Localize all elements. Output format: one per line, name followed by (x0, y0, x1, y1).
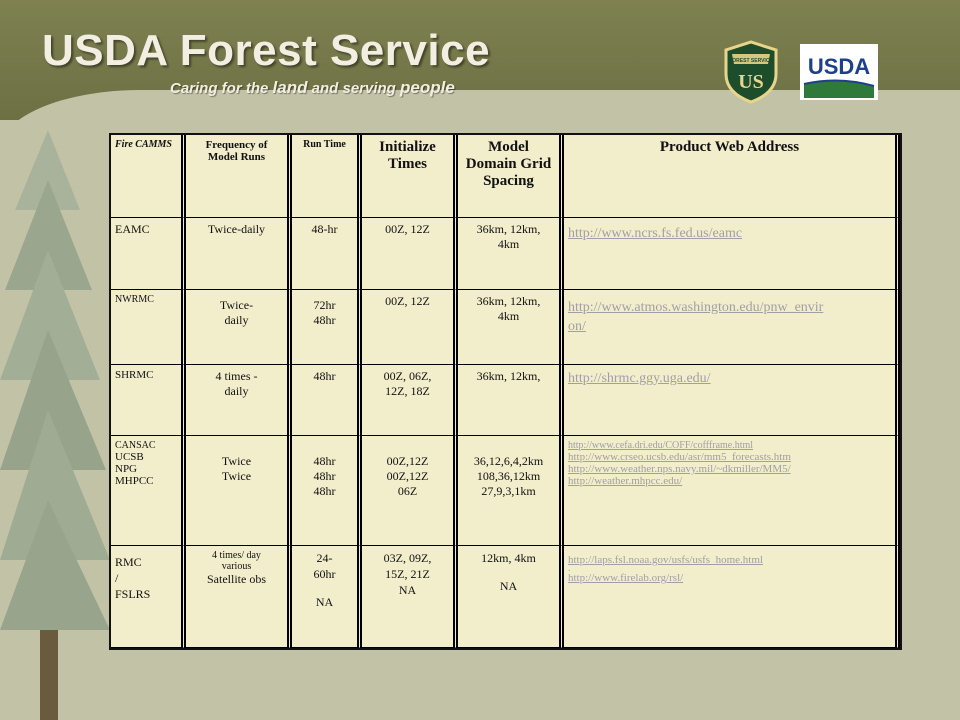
row-links (564, 365, 900, 436)
brand-tagline: Caring for the land and serving people (170, 78, 455, 97)
row-frequency: Twice-daily (186, 218, 292, 290)
row-init-times: 00Z, 06Z, 12Z, 18Z (362, 365, 458, 436)
row-run-time: 48-hr (292, 218, 362, 290)
row-name: RMC / FSLRS (111, 546, 186, 648)
link-shrmc[interactable]: http://shrmc.ggy.uga.edu/ (568, 371, 711, 386)
row-grid-spacing: 36,12,6,4,2km 108,36,12km 27,9,3,1km (458, 436, 564, 546)
table-row (111, 218, 900, 290)
link-cansac[interactable]: http://www.cefa.dri.edu/COFF/coffframe.html (568, 440, 754, 451)
row-name: CANSAC UCSB NPG MHPCC (111, 436, 186, 546)
col-header-web-address: Product Web Address (564, 135, 900, 218)
row-name: SHRMC (111, 365, 186, 436)
svg-text:US: US (738, 71, 764, 93)
cammS-table (109, 133, 902, 650)
row-grid-spacing: 36km, 12km, (458, 365, 564, 436)
brand-title: USDA Forest Service (42, 26, 491, 75)
table-row (111, 290, 900, 365)
svg-text:FOREST SERVICE: FOREST SERVICE (729, 58, 773, 64)
row-init-times: 00Z,12Z 00Z,12Z 06Z (362, 436, 458, 546)
row-frequency: 4 times/ day various Satellite obs (186, 546, 292, 648)
row-run-time: 72hr 48hr (292, 290, 362, 365)
row-init-times: 03Z, 09Z, 15Z, 21Z NA (362, 546, 458, 648)
forest-service-shield-logo (722, 40, 780, 104)
row-links (564, 290, 900, 365)
col-header-fire-camms: Fire CAMMS (111, 135, 186, 218)
pine-tree-illustration (0, 130, 110, 720)
link-ucsb[interactable]: http://www.crseo.ucsb.edu/asr/mm5_forecasts.htm (568, 451, 791, 463)
row-run-time: 24- 60hr NA (292, 546, 362, 648)
row-grid-spacing: 12km, 4km NA (458, 546, 564, 648)
row-links (564, 436, 900, 546)
col-header-run-time: Run Time (292, 135, 362, 218)
row-grid-spacing: 36km, 12km, 4km (458, 290, 564, 365)
svg-text:USDA: USDA (807, 54, 871, 79)
row-run-time: 48hr (292, 365, 362, 436)
link-eamc[interactable]: http://www.ncrs.fs.fed.us/eamc (568, 226, 743, 241)
row-frequency: Twice Twice (186, 436, 292, 546)
usda-logo (800, 44, 878, 100)
row-name: EAMC (111, 218, 186, 290)
row-grid-spacing: 36km, 12km, 4km (458, 218, 564, 290)
row-name: NWRMC (111, 290, 186, 365)
row-init-times: 00Z, 12Z (362, 218, 458, 290)
col-header-grid-spacing: Model Domain Grid Spacing (458, 135, 564, 218)
row-init-times: 00Z, 12Z (362, 290, 458, 365)
row-run-time: 48hr 48hr 48hr (292, 436, 362, 546)
header-row (111, 135, 900, 218)
row-links (564, 546, 900, 648)
link-laps[interactable]: http://laps.fsl.noaa.gov/usfs/usfs_home.html (568, 554, 763, 566)
fire-camms-table (111, 135, 900, 648)
row-links (564, 218, 900, 290)
table-row (111, 546, 900, 648)
table-row (111, 436, 900, 546)
col-header-frequency: Frequency of Model Runs (186, 135, 292, 218)
link-mhpcc[interactable]: http://weather.mhpcc.edu/ (568, 475, 683, 487)
row-frequency: Twice- daily (186, 290, 292, 365)
row-frequency: 4 times - daily (186, 365, 292, 436)
link-firelab[interactable]: http://www.firelab.org/rsl/ (568, 572, 684, 584)
table-row (111, 365, 900, 436)
col-header-initialize-times: Initialize Times (362, 135, 458, 218)
link-npg[interactable]: http://www.weather.nps.navy.mil/~dkmiller/MM5/ (568, 463, 791, 475)
link-nwrmc[interactable]: http://www.atmos.washington.edu/pnw_envir on/ (568, 300, 824, 334)
link-separator: . (568, 563, 571, 574)
